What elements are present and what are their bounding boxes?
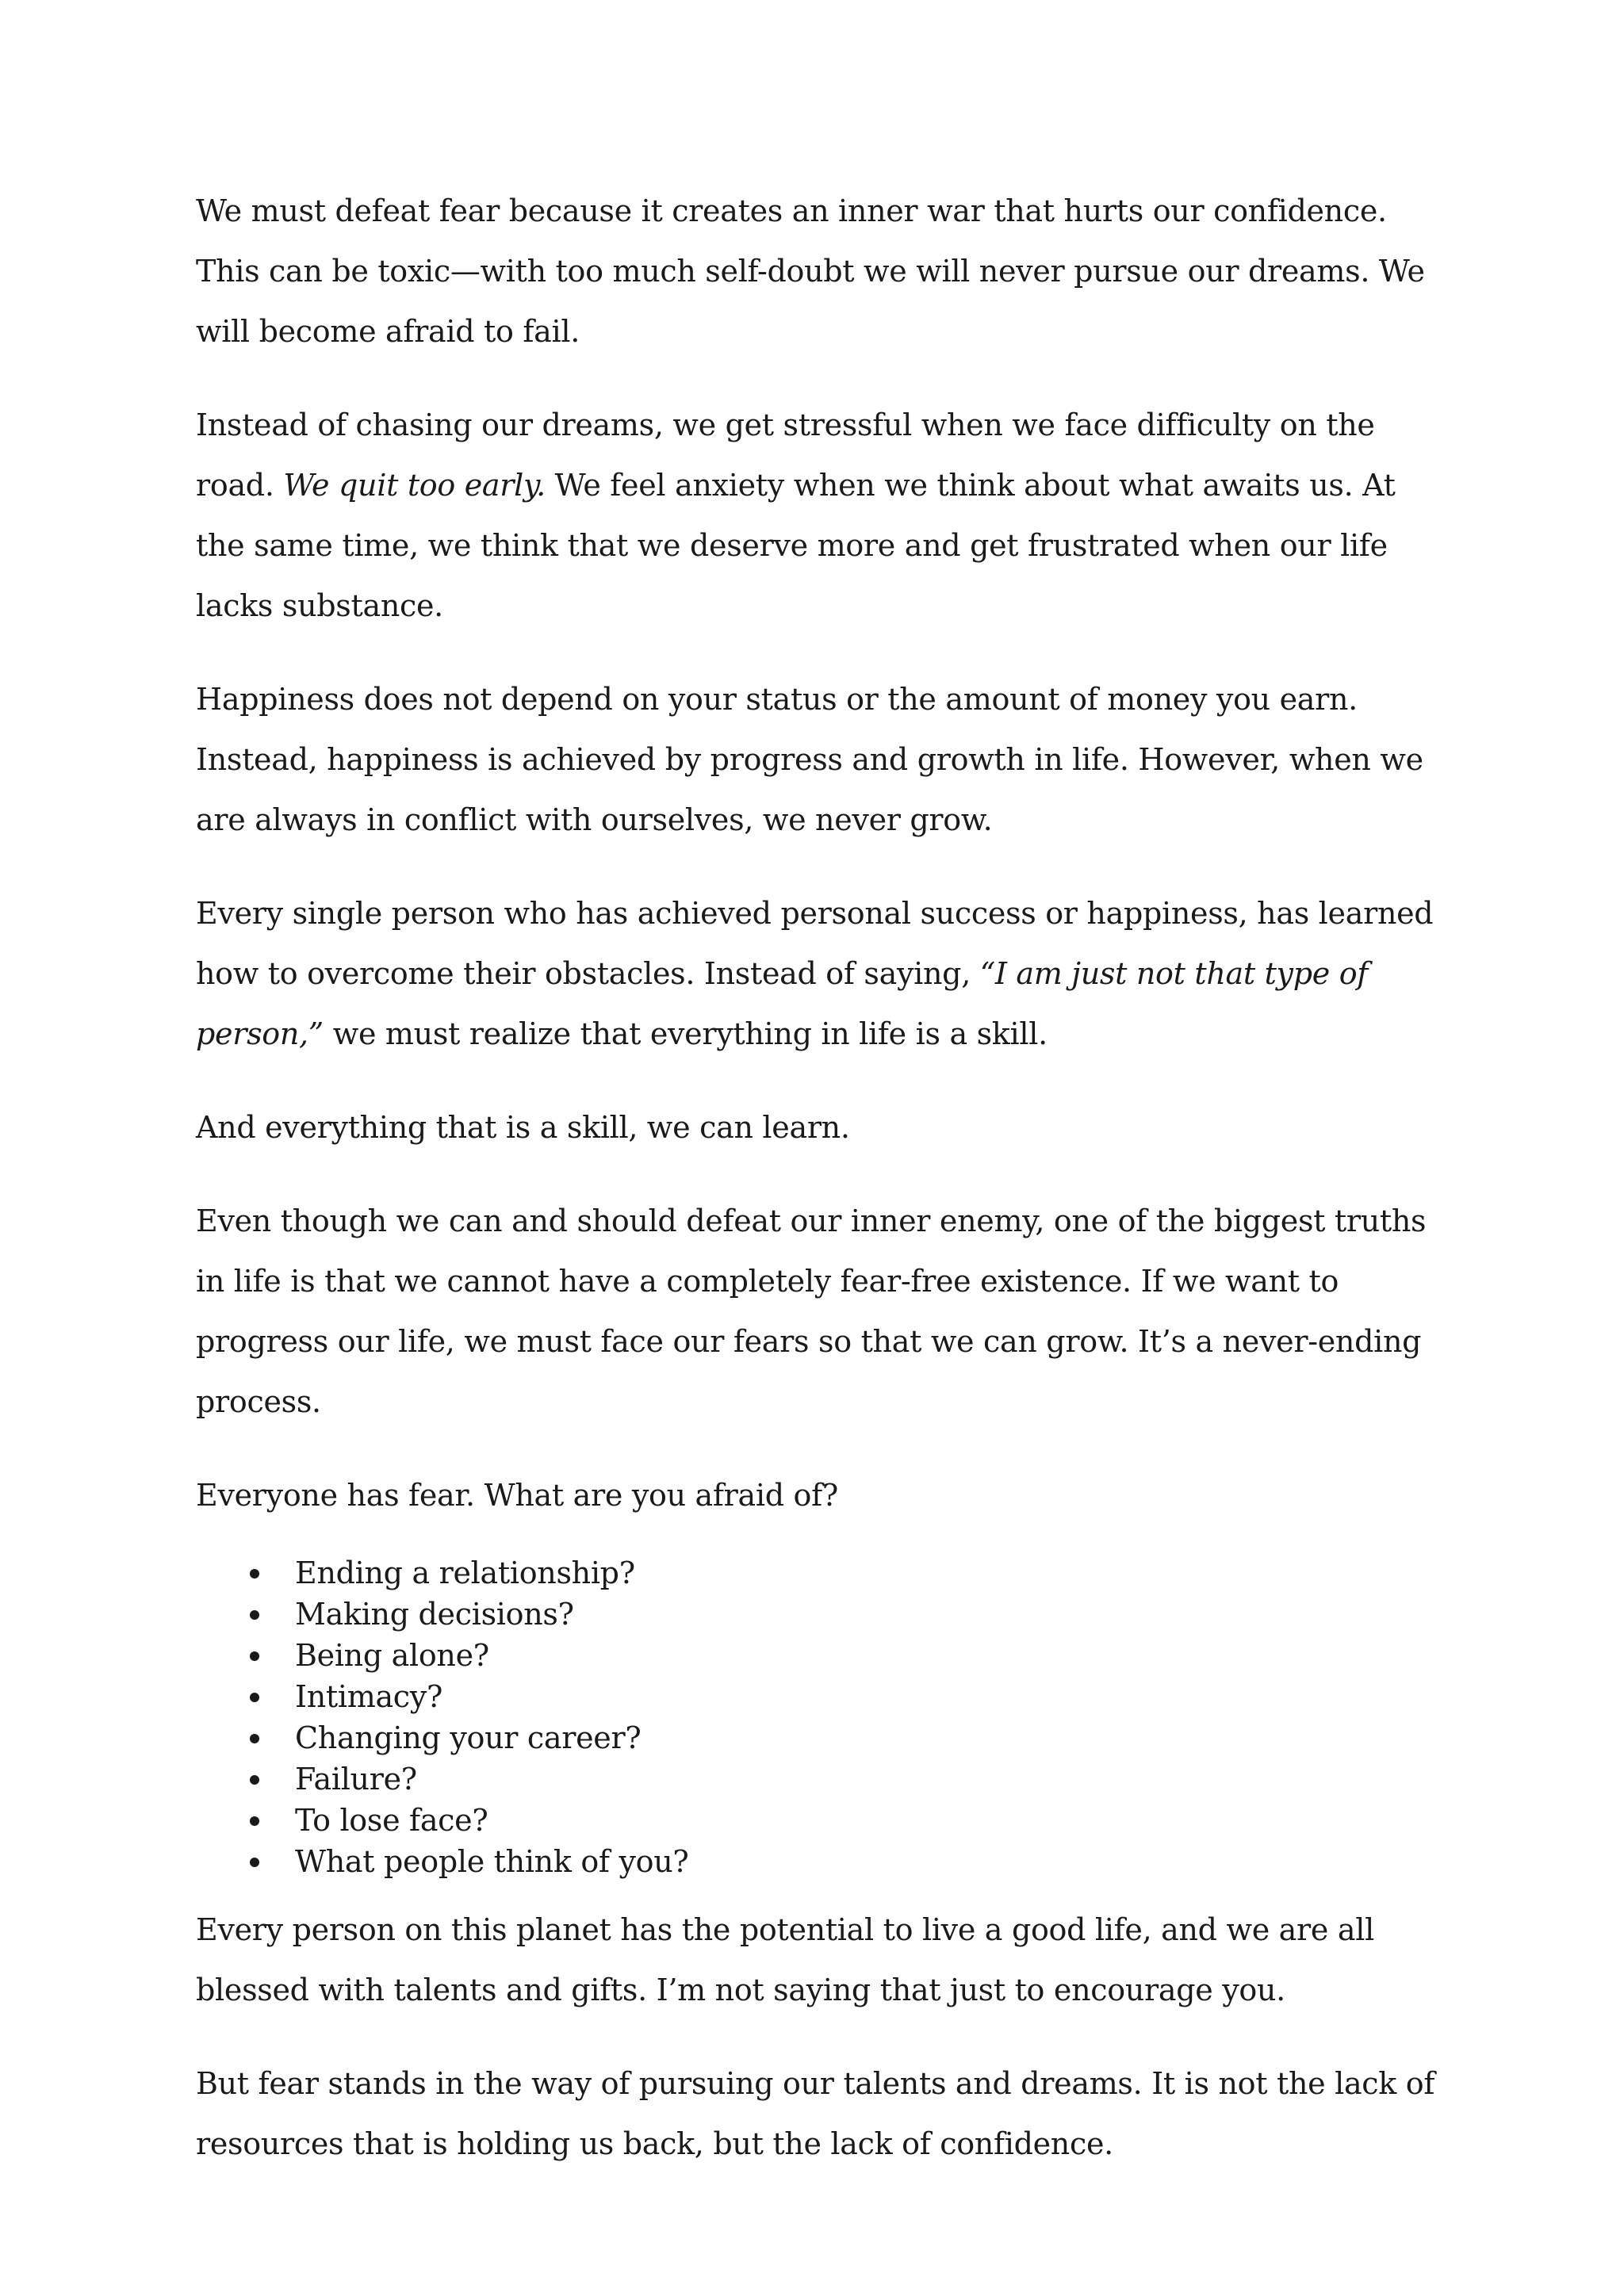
list-item <box>196 1841 1449 1882</box>
list-item <box>196 1758 1449 1800</box>
list-item <box>196 1800 1449 1841</box>
bullet-icon <box>250 1816 259 1826</box>
paragraph <box>196 181 1449 362</box>
paragraph <box>196 1191 1449 1432</box>
bullet-icon <box>250 1693 259 1702</box>
bullet-icon <box>250 1775 259 1785</box>
paragraphs-after-list <box>196 1900 1449 2174</box>
list-item-text: To lose face? <box>295 1803 488 1838</box>
list-item-text: Intimacy? <box>295 1679 443 1714</box>
text-segment: we must realize that everything in life is a skill. <box>323 1016 1048 1051</box>
bullet-icon <box>250 1610 259 1620</box>
list-item-text: Ending a relationship? <box>295 1556 635 1590</box>
list-item-text: What people think of you? <box>295 1844 689 1879</box>
text-segment: Every single person who has achieved personal success or happiness, has learned how to overcome their obstacles. Instead of saying, <box>196 896 1434 991</box>
italic-text: We quit too early. <box>283 468 546 503</box>
paragraph <box>196 883 1449 1064</box>
paragraph <box>196 1465 1449 1525</box>
text-segment: But fear stands in the way of pursuing our talents and dreams. It is not the lack of resources that is holding us back, but the lack of confidence. <box>196 2066 1435 2161</box>
text-segment: We must defeat fear because it creates an inner war that hurts our confidence. This can be toxic—with too much self-doubt we will never pursue our dreams. We will become afraid to fail. <box>196 193 1425 349</box>
list-item <box>196 1594 1449 1635</box>
list-item-text: Being alone? <box>295 1638 489 1673</box>
text-segment: Every person on this planet has the potential to live a good life, and we are all blessed with talents and gifts. I’m not saying that just to encourage you. <box>196 1912 1374 2007</box>
fears-bullet-list <box>196 1552 1449 1882</box>
bullet-icon <box>250 1569 259 1578</box>
text-segment: We feel anxiety when we think about what awaits us. At the same time, we think that we deserve more and get frustrated when our life lacks substance. <box>196 468 1396 623</box>
list-item-text: Changing your career? <box>295 1720 642 1755</box>
paragraph <box>196 2053 1449 2174</box>
text-segment: Even though we can and should defeat our inner enemy, one of the biggest truths in life is that we cannot have a completely fear-free existence. If we want to progress our life, we must face our fears so that we can grow. It’s a never-ending process. <box>196 1203 1427 1419</box>
list-item <box>196 1552 1449 1594</box>
paragraphs-before-list <box>196 181 1449 1525</box>
paragraph <box>196 669 1449 850</box>
paragraph <box>196 395 1449 636</box>
text-segment: Happiness does not depend on your status or the amount of money you earn. Instead, happiness is achieved by progress and growth in life. However, when we are always in conflict with ourselves, we never grow. <box>196 682 1423 837</box>
document-body <box>196 181 1449 2207</box>
list-item <box>196 1717 1449 1758</box>
paragraph <box>196 1900 1449 2020</box>
italic-text: “I am just not that type of person,” <box>196 956 1369 1051</box>
bullet-icon <box>250 1734 259 1743</box>
text-segment: Instead of chasing our dreams, we get stressful when we face difficulty on the road. <box>196 408 1375 503</box>
text-segment: Everyone has fear. What are you afraid of? <box>196 1478 838 1513</box>
list-item-text: Making decisions? <box>295 1597 574 1632</box>
bullet-icon <box>250 1651 259 1661</box>
list-item <box>196 1635 1449 1676</box>
list-item-text: Failure? <box>295 1762 417 1797</box>
text-segment: And everything that is a skill, we can learn. <box>196 1110 850 1145</box>
list-item <box>196 1676 1449 1717</box>
bullet-icon <box>250 1858 259 1867</box>
paragraph <box>196 1097 1449 1158</box>
